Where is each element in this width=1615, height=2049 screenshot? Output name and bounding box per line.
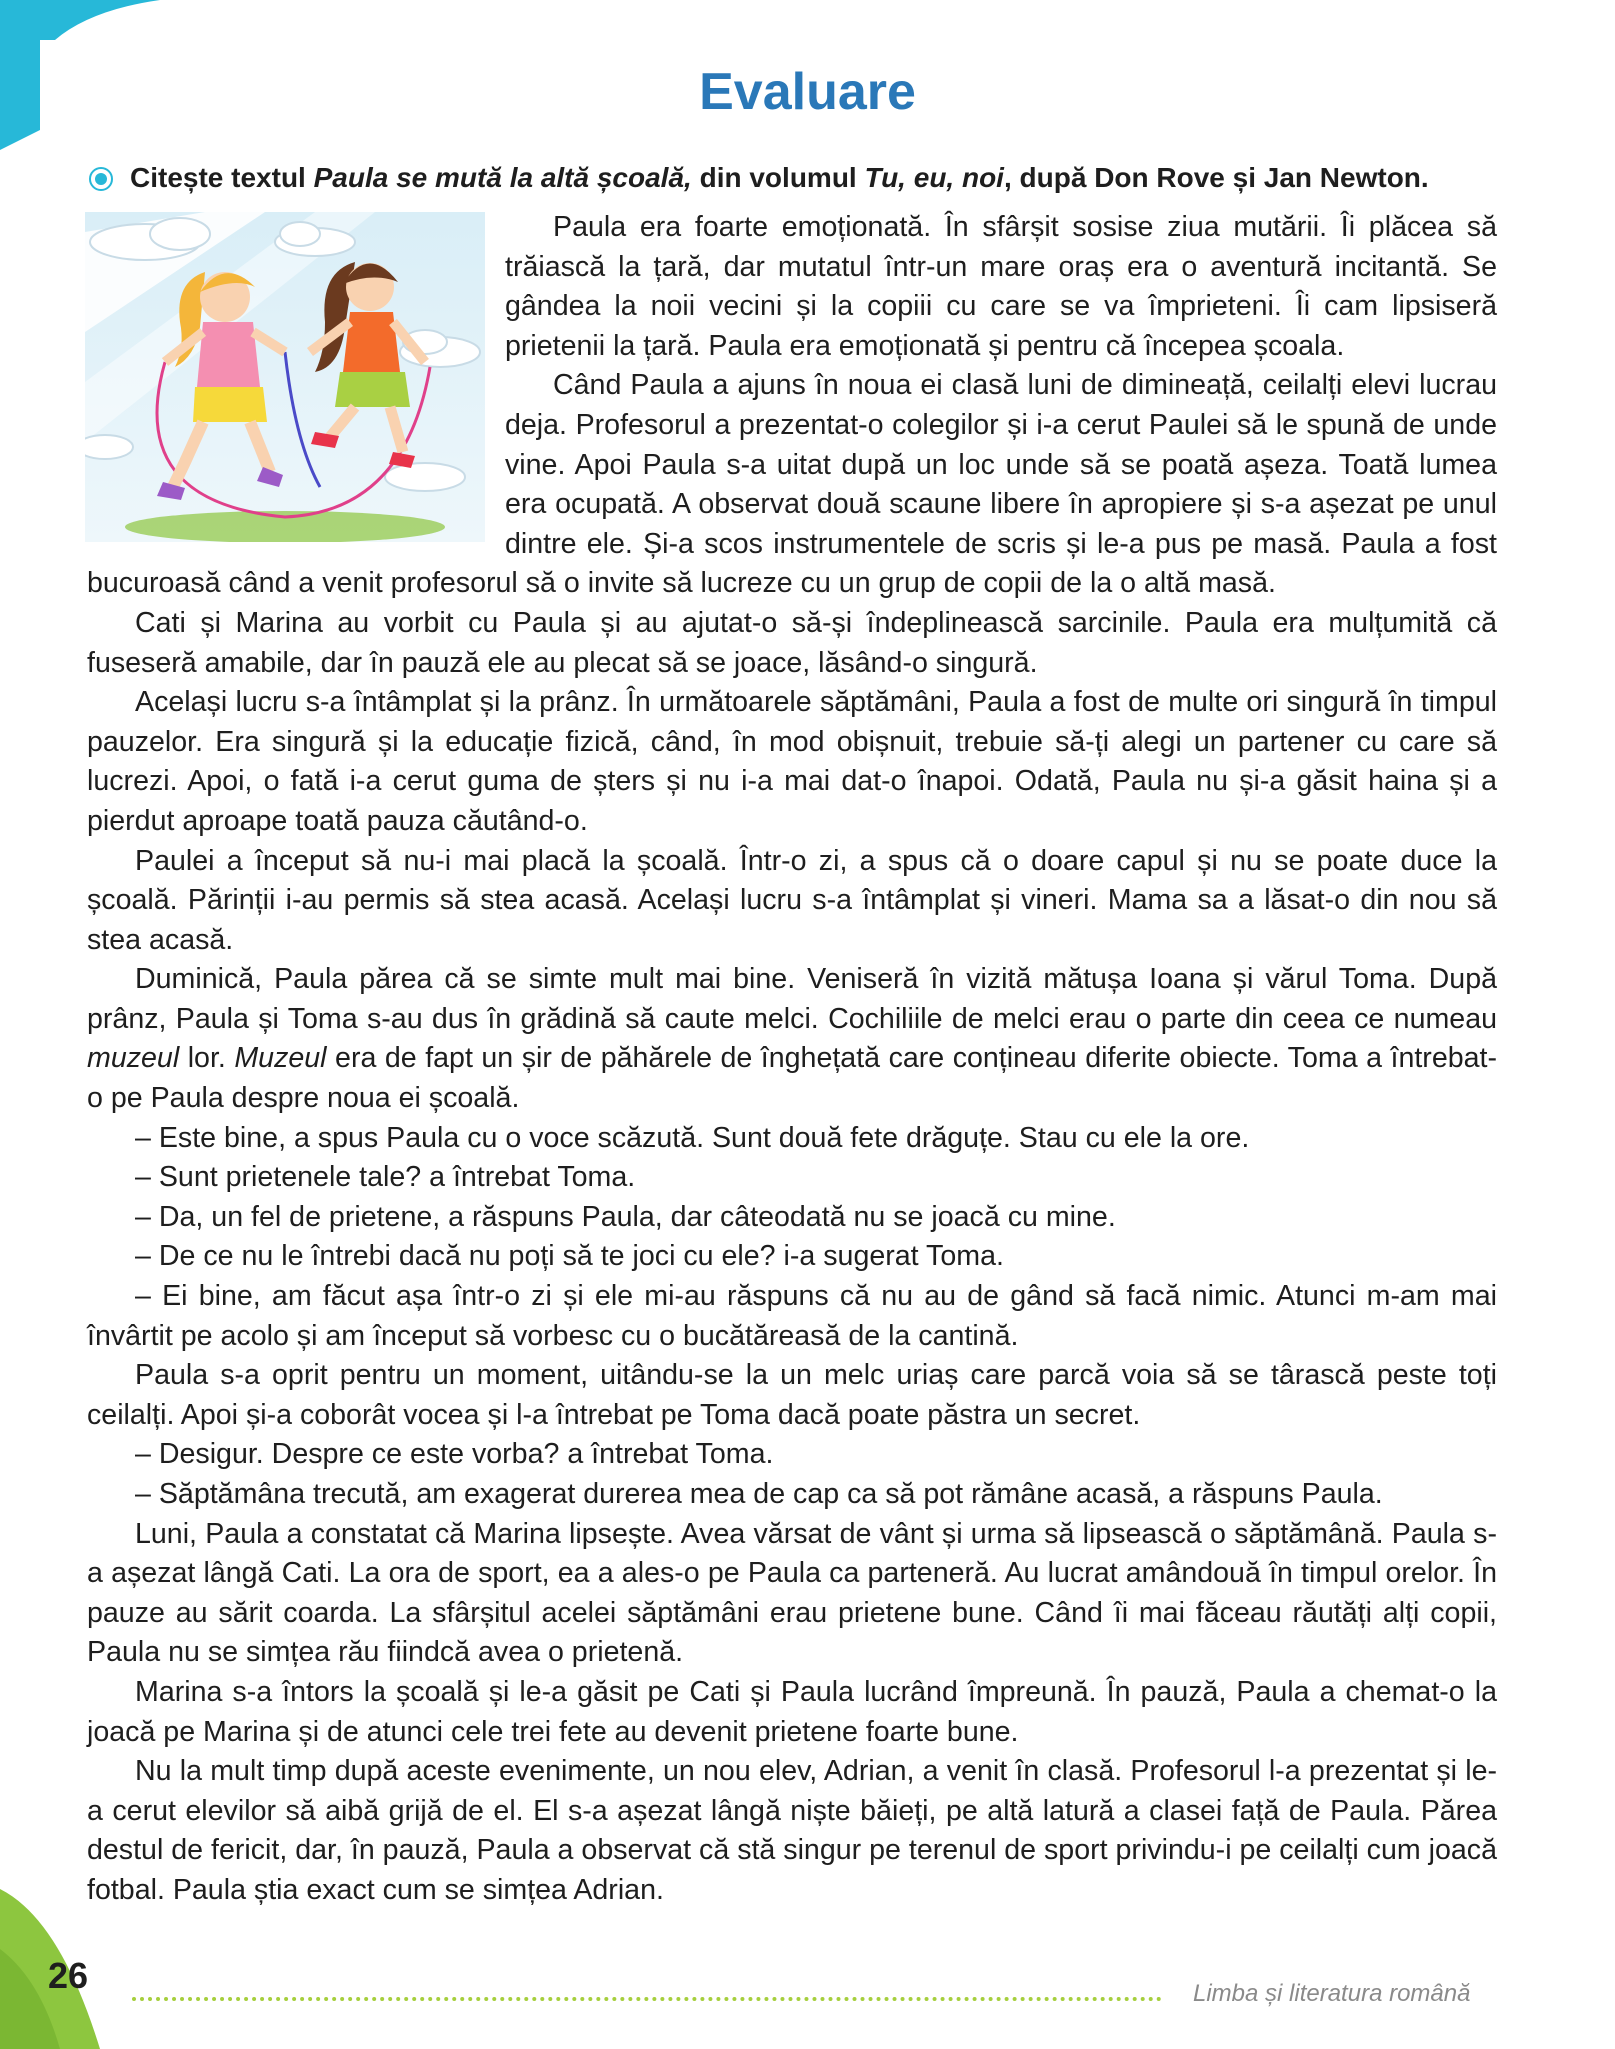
story-paragraph xyxy=(87,1198,1497,1238)
paragraph-text: – Săptămâna trecută, am exagerat durerea mea de cap ca să pot rămâne acasă, a răspuns Paula. xyxy=(135,1478,1383,1510)
footer-dotted-rule xyxy=(132,1997,1162,2001)
story-paragraph xyxy=(87,1277,1497,1356)
paragraph-text: Duminică, Paula părea că se simte mult mai bine. Veniseră în vizită mătușa Ioana și vărul Toma. După prânz, Paula și Toma s-au dus în grădină să caute melci. Cochiliile de melci erau o parte din ceea ce numeau xyxy=(87,963,1497,1035)
page-number: 26 xyxy=(48,1955,89,1996)
story-paragraph xyxy=(87,683,1497,841)
paragraph-text: Luni, Paula a constatat că Marina lipsește. Avea vărsat de vânt și urma să lipsească o săptămână. Paula s-a așezat lângă Cati. La ora de sport, ea a ales-o pe Paula ca parteneră. Au lucrat amândouă în timpul orelor. În pauze au sărit coarda. La sfârșitul acelei săptămâni erau prietene bune. Când îi mai făceau răutăți alți copii, Paula nu se simțea rău fiindcă avea o prietenă. xyxy=(87,1517,1497,1669)
story-paragraph xyxy=(87,1435,1497,1475)
illustration-space xyxy=(87,208,505,548)
story-paragraph xyxy=(87,1673,1497,1752)
instruction-segment: Tu, eu, noi xyxy=(864,162,1004,193)
paragraph-text: – De ce nu le întrebi dacă nu poți să te joci cu ele? i-a sugerat Toma. xyxy=(135,1240,1004,1273)
emphasized-word: Muzeul xyxy=(234,1042,327,1075)
story-paragraph xyxy=(87,604,1497,683)
emphasized-word: muzeul xyxy=(87,1042,180,1075)
story-paragraph xyxy=(87,1158,1497,1198)
paragraph-text: – Desigur. Despre ce este vorba? a întrebat Toma. xyxy=(135,1438,774,1471)
paragraph-text: Cati și Marina au vorbit cu Paula și au ajutat-o să-și îndeplinească sarcinile. Paula era mulțumită că fuseseră amabile, dar în pauză ele au plecat să se joace, lăsând-o singură. xyxy=(87,606,1497,679)
story-text xyxy=(87,208,1497,1911)
paragraph-text: – Este bine, a spus Paula cu o voce scăzută. Sunt două fete drăguțe. Stau cu ele la ore. xyxy=(135,1121,1250,1154)
instruction-segment: , după Don Rove și Jan Newton. xyxy=(1003,162,1429,193)
paragraph-text: – Ei bine, am făcut așa într-o zi și ele mi-au răspuns că nu au de gând să facă nimic. Atunci m-am mai învârtit pe acolo și am început să vorbesc cu o bucătăreasă de la cantină. xyxy=(87,1280,1497,1352)
page-title: Evaluare xyxy=(699,63,916,121)
bullet-icon xyxy=(89,167,113,191)
story-paragraph xyxy=(87,842,1497,961)
story-paragraph xyxy=(87,1237,1497,1277)
paragraph-text: Marina s-a întors la școală și le-a găsit pe Cati și Paula lucrând împreună. În pauză, Paula a chemat-o la joacă pe Marina și de atunci cele trei fete au devenit prietene foarte bune. xyxy=(87,1675,1497,1748)
paragraph-text: Paula s-a oprit pentru un moment, uitându-se la un melc uriaș care parcă voia să se târască peste toți ceilalți. Apoi și-a coborât vocea și l-a întrebat pe Toma dacă poate păstra un secret. xyxy=(87,1359,1497,1431)
paragraph-text: lor. xyxy=(179,1042,235,1075)
instruction-segment: din volumul xyxy=(691,162,865,193)
paragraph-text: Nu la mult timp după aceste evenimente, un nou elev, Adrian, a venit în clasă. Profesorul l-a prezentat și le-a cerut elevilor să aibă grijă de el. El s-a așezat lângă niște băieți, pe altă latură a clasei față de Paula. Părea destul de fericit, dar, în pauză, Paula a observat că stă singur pe terenul de sport privindu-i pe ceilalți cum joacă fotbal. Paula știa exact cum se simțea Adrian. xyxy=(87,1755,1497,1906)
paragraph-text: Paulei a început să nu-i mai placă la școală. Într-o zi, a spus că o doare capul și nu se poate duce la școală. Părinții i-au permis să stea acasă. Același lucru s-a întâmplat și vineri. Mama sa a lăsat-o din nou să stea acasă. xyxy=(87,844,1497,956)
story-paragraph xyxy=(87,960,1497,1118)
instruction-segment: Citește textul xyxy=(130,162,314,193)
paragraph-text: – Da, un fel de prietene, a răspuns Paula, dar câteodată nu se joacă cu mine. xyxy=(135,1200,1116,1233)
paragraph-text: Paula era foarte emoționată. În sfârșit sosise ziua mutării. Îi plăcea să trăiască la țară, dar mutatul într-un mare oraș era o aventură incitantă. Se gândea la noii vecini și la copiii cu care se va împrieteni. Îi cam lipsiseră prietenii la țară. Paula era emoționată și pentru că începea școala. xyxy=(505,211,1497,362)
paragraph-text: Același lucru s-a întâmplat și la prânz. În următoarele săptămâni, Paula a fost de multe ori singură în timpul pauzelor. Era singură și la educație fizică, când, în mod obișnuit, trebuie să-ți alegi un partener cu care să lucrezi. Apoi, o fată i-a cerut guma de șters și nu i-a mai dat-o înapoi. Odată, Paula nu și-a găsit haina și a pierdut aproape toată pauza căutând-o. xyxy=(87,686,1497,837)
instruction-segment: Paula se mută la altă școală, xyxy=(313,162,692,193)
story-paragraph xyxy=(87,1515,1497,1673)
paragraph-text: – Sunt prietenele tale? a întrebat Toma. xyxy=(135,1161,636,1194)
instruction-text xyxy=(130,160,1429,196)
paragraph-text: Când Paula a ajuns în noua ei clasă luni de dimineață, ceilalți elevi lucrau deja. Profesorul a prezentat-o colegilor și i-a cerut Paulei să le spună de unde vine. Apoi Paula s-a uitat după un loc unde să se poată așeza. Toată lumea era ocupată. A observat două scaune libere în apropiere și s-a așezat pe unul dintre ele. Și-a scos instrumentele de scris și le-a pus pe masă. Paula a fost bucuroasă când a venit profesorul să o invite să lucreze cu un grup de copii de la o altă masă. xyxy=(87,369,1497,600)
story-paragraph xyxy=(87,1119,1497,1159)
story-paragraph xyxy=(87,1475,1497,1515)
paragraph-text: era de fapt un șir de păhărele de înghețată care conțineau diferite obiecte. Toma a întrebat-o pe Paula despre noua ei școală. xyxy=(87,1042,1497,1115)
footer-subject: Limba și literatura română xyxy=(1193,1980,1471,2007)
story-paragraph xyxy=(87,1356,1497,1435)
story-paragraph xyxy=(87,1752,1497,1910)
